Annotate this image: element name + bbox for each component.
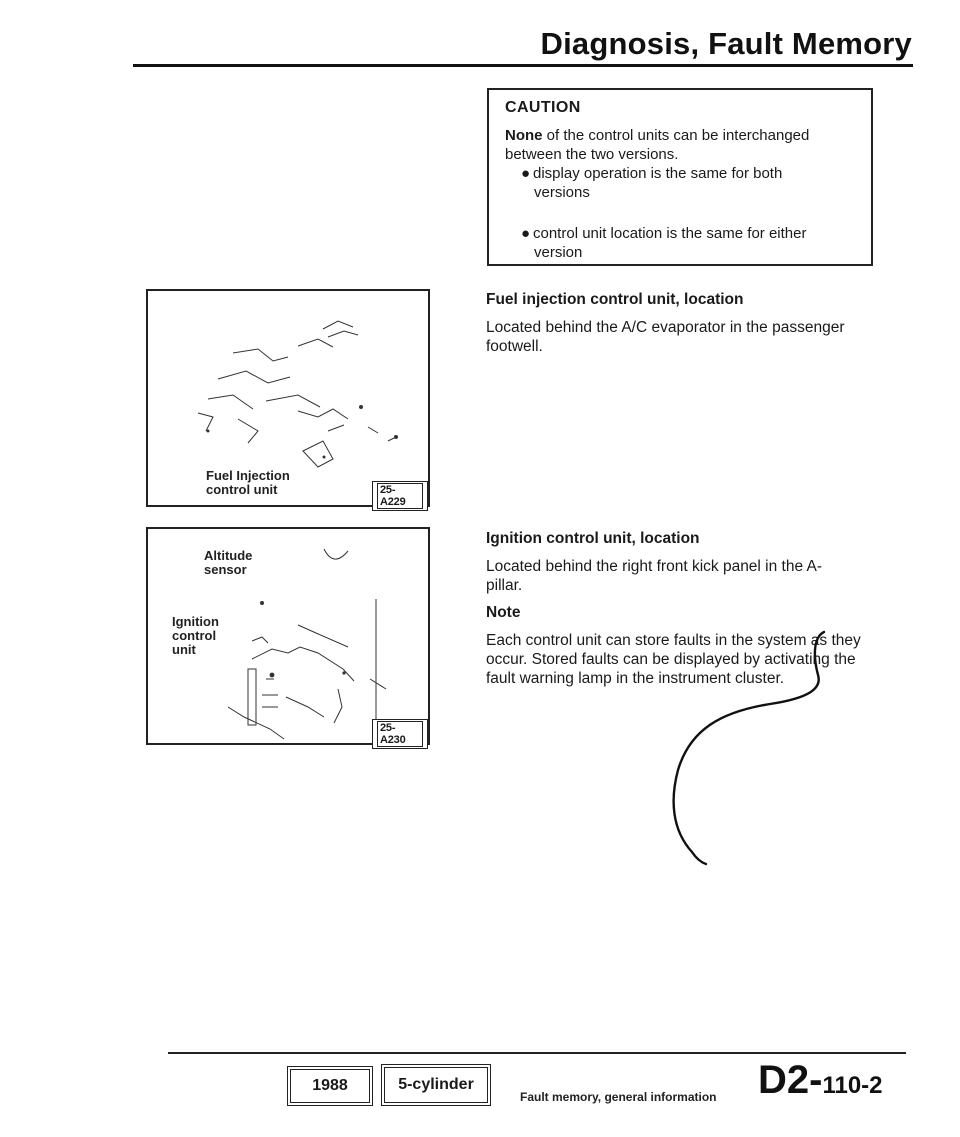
caution-bullet (521, 164, 853, 202)
handwritten-curve (600, 620, 870, 870)
footer-caption: Fault memory, general information (520, 1090, 717, 1104)
page-title: Diagnosis, Fault Memory (540, 26, 912, 61)
fuel-section-body: Located behind the A/C evaporator in the passenger footwell. (486, 319, 845, 355)
footer-year: 1988 (290, 1069, 370, 1103)
footer-rule (168, 1052, 906, 1054)
figure-fuel-injection (146, 289, 430, 507)
ignition-section-heading: Ignition control unit, location (486, 530, 700, 547)
caution-bullet-line2: version (534, 244, 583, 261)
caution-bullet-line1: control unit location is the same for either (533, 225, 807, 242)
caution-lead: None (505, 127, 543, 144)
caution-bullet-line2: versions (534, 184, 590, 201)
caution-lead-rest: of the control units can be interchanged between the two versions. (505, 127, 810, 163)
figure2-label-altitude: Altitude sensor (204, 548, 253, 577)
page-code: D2-110-2 (758, 1058, 883, 1102)
fuel-section-heading: Fuel injection control unit, location (486, 291, 744, 308)
caution-text (505, 126, 853, 164)
header-rule (133, 64, 913, 67)
figure2-label-ignition: Ignition control unit (172, 614, 219, 657)
footer-engine-box (381, 1064, 491, 1106)
bullet-dot-icon: ● (521, 165, 531, 182)
footer-engine: 5-cylinder (384, 1067, 488, 1103)
bullet-dot-icon: ● (521, 225, 531, 242)
note-heading: Note (486, 604, 521, 621)
caution-bullet (521, 224, 853, 262)
figure2-ref: 25-A230 (372, 719, 428, 749)
caution-title: CAUTION (505, 99, 581, 116)
caution-box (487, 88, 873, 266)
ignition-section-body: Located behind the right front kick panel in the A-pillar. (486, 558, 823, 594)
figure1-ref: 25-A229 (372, 481, 428, 511)
figure1-label: Fuel Injection control unit (206, 468, 290, 497)
caution-bullet-line1: display operation is the same for both (533, 165, 783, 182)
figure-ignition (146, 527, 430, 745)
footer-year-box (287, 1066, 373, 1106)
note-body: Each control unit can store faults in the system as they occur. Stored faults can be displayed by activating the fault warning lamp in the instrument cluster. (486, 632, 861, 687)
